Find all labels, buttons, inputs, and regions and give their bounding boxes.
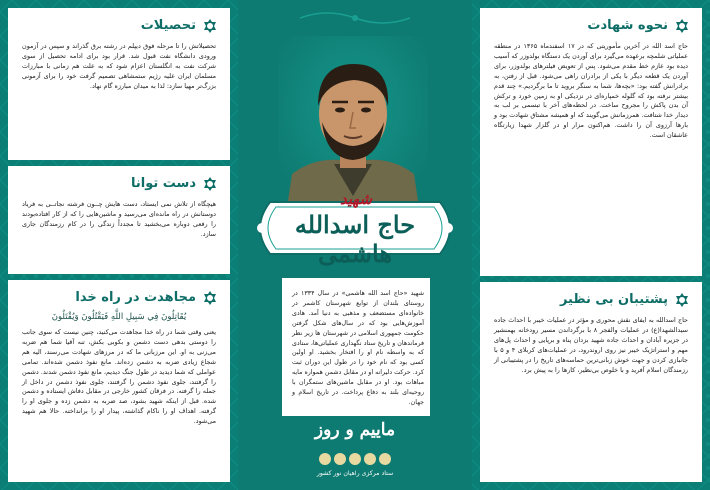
ornament-top bbox=[300, 8, 410, 28]
section-body-martyrdom: حاج اسد الله در آخرین مأموریتی که در ۱۷ اسفندماه ۱۳۶۵ در منطقه عملیاتی شلمچه برعهده می‌گیرد برای آوردن یک دستگاه بولدوزر که آسیب دیده بود عازم خط مقدم می‌شود. پس از تعویض فیلترهای بولدوزر، برای آوردن یک قطعه دیگر با یکی از برادران راهی می‌شود. قبل از رفتن، به برادرانش گفته بود: «بچه‌ها، شما به سنگر بروید تا ما برگردیم.» چند قدم بیشتر نرفته بود که گلوله خمپاره‌ای در نزدیکی او به زمین خورد و ترکش آن بدن پاکش را مجروح ساخت. در لحظه‌های آخر با تبسمی بر لب به دیدار خدا شتافت. همرزمانش می‌گویند که او همیشه مشتاق شهادت بود و بارها آرزوی آن را داشت. هم‌اکنون مزار او در گلزار شهدا زیارتگاه عاشقان است. bbox=[494, 42, 689, 140]
star-badge-icon bbox=[202, 176, 218, 192]
martyr-name: حاج اسدالله هاشمی bbox=[294, 210, 416, 268]
star-badge-icon bbox=[674, 18, 690, 34]
panel-education bbox=[8, 8, 230, 160]
organization-seals bbox=[318, 452, 392, 466]
star-badge-icon bbox=[202, 18, 218, 34]
panel-martyrdom bbox=[480, 8, 702, 276]
quran-verse: يُقَاتِلُونَ فِي سَبِيلِ اللَّهِ فَيَقْتُلُونَ وَيُقْتَلُونَ bbox=[51, 312, 187, 322]
campaign-logo bbox=[312, 420, 398, 440]
section-body-support: حاج اسدالله به ایفای نقش محوری و مؤثر در عملیات خیبر با احداث جاده سیدالشهدا(ع) در عملیات والفجر ۸ با برگرداندن مسیر رودخانه بهمنشیر در جزیره آبادان و احداث جاده شهید بزدان پناه و برپایی و احداث پل‌های مهم و استراتژیک خیبر نیز روی اروندرود، در عملیات‌های کربلای ۴ و ۵ با جانبازی کردن و جهت خوش زبانی‌ترین حماسه‌های تاریخ را در پشتیبانی از رزمندگان اسلام آفرید و با خلوص بی‌نظیر، کارها را به پیش برد. bbox=[494, 316, 689, 374]
section-title-support: پشتیبان بی نظیر bbox=[559, 292, 668, 307]
organization-name: ستاد مرکزی راهیان نور کشور bbox=[316, 470, 394, 477]
section-body-education: تحصیلاتش را تا مرحله فوق دیپلم در رشته برق گذراند و سپس در آزمون ورودی دانشگاه نفت قبول شد. قرار بود برای ادامه تحصیل از سوی شرکت نفت به انگلستان اعزام شود که به علت هم زمانی با مبارزات مسلمان ایران علیه رژیم ستمشاهی تصمیم گرفت خود را برای آزمونی بزرگ‌تر مهیا سازد: لذا به میدان مبارزه گام نهاد. bbox=[22, 42, 216, 90]
star-badge-icon bbox=[674, 292, 690, 308]
panel-jihad bbox=[8, 280, 230, 482]
section-body-jihad: یعنی وقتی شما در راه خدا مجاهدت می‌کنید، چنین نیست که سوی جانب را دوستی بدهی دست دشمن و بکوبی بکش، تنه آقیا شما هم ضربه می‌زنی به او. این مرزبانی ما که در مرزهای شهادت می‌رسند، الیه هم شجاع زیادی ضربه به دشمن زده‌اند. مانع نفوذ دشمن شده‌اند. تمامی عواملی که شما دیدید در طول جنگ دیدیم، مانع نفوذ دشمن شدند. دشمن را گرفتند، جلوی نفوذ دشمن را گرفتند، جلوی نفوذ دشمن در داخل از جمله را گرفته. در فرقان کشور خارجی در مقابل دفاش ایستاده و دشمن شده. قبل از اینکه شهید بشود، صد ضربه به دشمن زده و جلوی او را گرفته. اهداف او را ناکام گذاشته، پیدار او را برانداخته. حالا هم شهید می‌شود. bbox=[22, 328, 216, 426]
panel-capable-hand bbox=[8, 166, 230, 274]
section-title-education: تحصیلات bbox=[140, 18, 196, 33]
bio-text: شهید «حاج اسد الله هاشمی» در سال ۱۳۳۴ در روستای بلندان از توابع شهرستان کاشمر در خانواده‌ای مستضعف و مذهبی به دنیا آمد. هادی آموزش‌هایی بود که در سال‌های شکل گرفتن حکومت جمهوری اسلامی در شهرستان ها زیر نظر فرماندهان و تاریخ ستاد نگهداری عملیاتی‌ها، ستادی که به واسطه نام او را افتخار بخشید. او اولین کسی بود که نام خود را در طول این دوران ثبت کرد. حرکت دلیرانه او در مقابل دشمن همواره مایه مباهات بود. او در مقابل ماشین‌های ستمگران با روحیه‌ای بلند به دفاع پرداخت. در تاریخ اسلام و جهان. bbox=[292, 290, 424, 406]
panel-support bbox=[480, 282, 702, 482]
section-body-capable-hand: هیچگاه از تلاش نمی ایستاد، دست هایش چــون فرشته نجاتــی به فریاد دوستانش در راه مانده‌ای می‌رسید و ماشین‌هایی را که از کار افتاده‌بودند را رفعی دوباره می‌بخشید تا مجدداً زندگی را در کام رزمندگان جاری سازد. bbox=[22, 200, 216, 238]
logo-text: ماییم و روز bbox=[314, 420, 396, 440]
shahid-label: شهید bbox=[340, 190, 372, 208]
section-title-martyrdom: نحوه شهادت bbox=[587, 18, 668, 33]
martyr-portrait bbox=[278, 36, 428, 214]
star-badge-icon bbox=[202, 290, 218, 306]
section-title-jihad: مجاهدت در راه خدا bbox=[75, 290, 196, 305]
section-title-capable-hand: دست توانا bbox=[131, 176, 196, 191]
